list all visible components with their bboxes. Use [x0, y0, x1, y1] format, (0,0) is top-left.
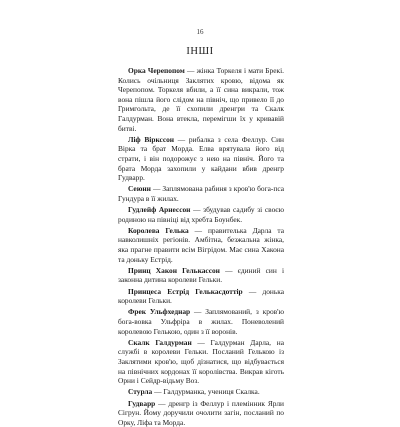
character-entry: [118, 184, 284, 203]
character-name: Принцеса Естрід Гелькасдоттір: [128, 286, 243, 296]
character-description: — Галдурман Дарла, на службі в королеви Гельки. Посланий Гелькою із Заклятими кров'ю, щоб дізнатися, що відбувається на північних кордонах її королівства. Викрав кіготь Орни і Сейдр-відьму Воз.: [118, 337, 284, 386]
character-entry: [118, 135, 284, 183]
character-description: — правителька Дарла та навколишніх регіонів. Амбітна, безжальна жінка, яка прагне правити всім Вігрідом. Має сина Хакона та доньку Естрід.: [118, 225, 284, 264]
character-description: — єдиний син і законна дитина королеви Гельки.: [118, 265, 285, 285]
character-description: — рибалка з села Феллур. Син Вірка та брат Морда. Елва врятувала його від страти, і він подорожує з нею на північ. Його та брата Морда захопили у кайдани вбив дренгр Гудварр.: [118, 134, 284, 183]
character-name: Стурла: [128, 387, 153, 397]
page-number: 16: [196, 28, 204, 36]
character-description: — жінка Торкеля і мати Брекі. Колись очільниця Заклятих кровю, відома як Черепопом. Торкеля вбили, а її сина викрали, тож вона пішла його слідом на північ, що привело її до Гримгольта, де її схопили дренгри та Скалк Галдурман. Вона втекла, перемігши їх у кривавій битві.: [118, 66, 284, 133]
character-entry: [118, 287, 284, 306]
character-description: — дренгр із Феллур і племінник Ярли Сігрун. Йому доручили очолити загін, посланий по Орку, Ліфа та Морда.: [118, 398, 284, 427]
character-name: Сеюнн: [128, 184, 151, 194]
character-description: — Заплямований, з кров'ю бога-вовка Ульфріра в жилах. Поневолений королевою Гелькою, один з її воронів.: [118, 307, 284, 336]
character-name: Ліф Віркссон: [128, 134, 175, 144]
character-name: Королева Гелька: [128, 225, 189, 235]
character-name: Принц Хакон Гелькассон: [128, 265, 220, 275]
character-list: [118, 66, 284, 427]
character-entry: [118, 338, 284, 386]
character-name: Фрек Ульфхеднар: [128, 307, 191, 317]
character-entry: [118, 226, 284, 264]
character-description: — Заплямована рабиня з кров'ю бога-пса Гундура в її жилах.: [118, 184, 284, 203]
character-name: Скалк Галдурман: [128, 337, 192, 347]
character-name: Гудварр: [128, 398, 156, 408]
character-entry: [118, 266, 284, 285]
character-entry: [118, 307, 284, 336]
character-entry: [118, 399, 284, 427]
character-description: — Галдурманка, учениця Скалка.: [152, 387, 260, 397]
character-description: — донька королеви Гельки.: [118, 286, 284, 306]
character-entry: [118, 66, 284, 133]
character-description: — збудував садибу зі своєю родиною на півніці від хребта Боунбек.: [118, 205, 284, 224]
section-title: ІНШІ: [186, 46, 214, 57]
character-name: Гудлейф Арнессон: [128, 205, 191, 215]
character-name: Орка Черепопом: [128, 66, 185, 75]
character-entry: [118, 387, 284, 397]
character-entry: [118, 205, 284, 224]
